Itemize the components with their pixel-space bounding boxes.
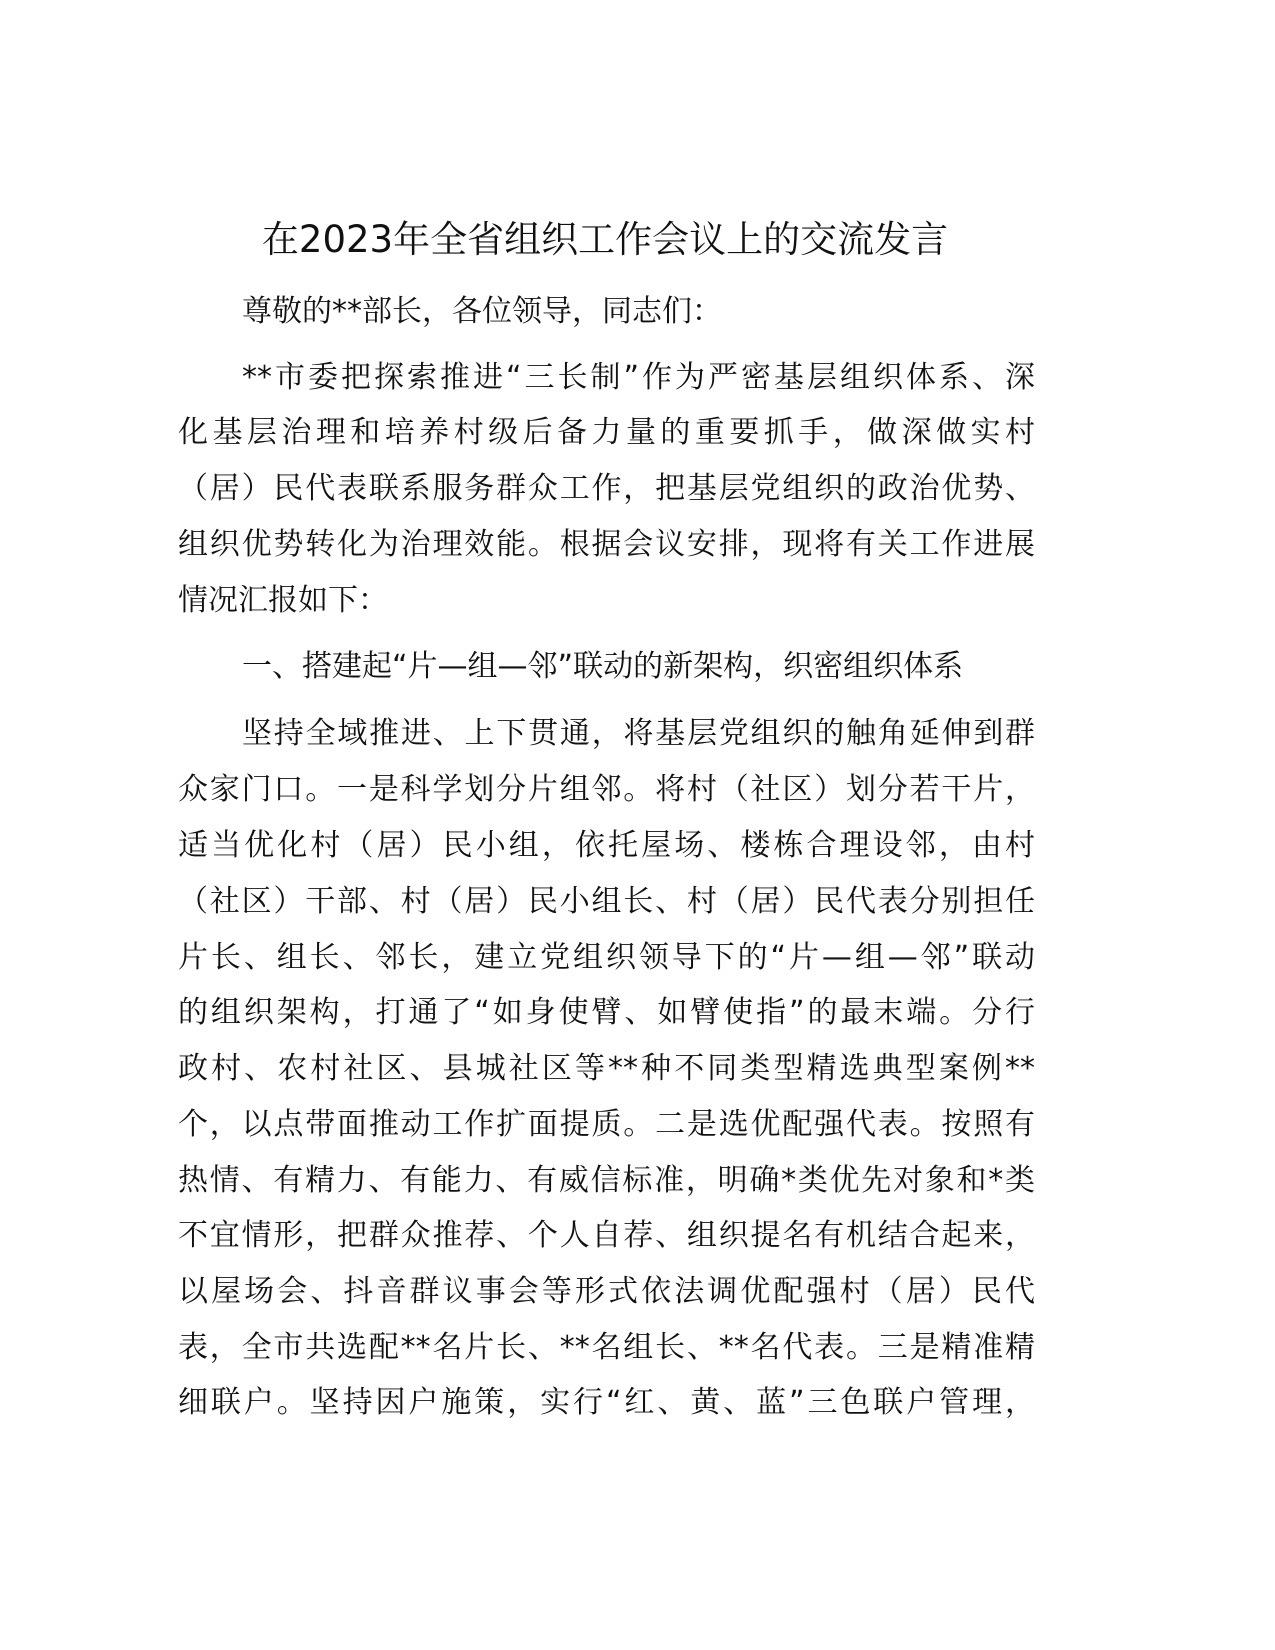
paragraph-line: 情况汇报如下： (178, 583, 388, 618)
paragraph-line: 不宜情形，把群众推荐、个人自荐、组织提名有机结合起来， (178, 1218, 1035, 1253)
paragraph-line: 政村、农村社区、县城社区等**种不同类型精选典型案例** (178, 1051, 1035, 1086)
paragraph-line: 细联户。坚持因户施策，实行“红、黄、蓝”三色联户管理， (178, 1385, 1035, 1420)
document-title: 在2023年全省组织工作会议上的交流发言 (261, 218, 949, 261)
paragraph-line: （居）民代表联系服务群众工作，把基层党组织的政治优势、 (178, 471, 1035, 506)
paragraph-line: 化基层治理和培养村级后备力量的重要抓手，做深做实村 (178, 415, 1035, 450)
paragraph-line: （社区）干部、村（居）民小组长、村（居）民代表分别担任 (178, 884, 1035, 919)
paragraph-line: 以屋场会、抖音群议事会等形式依法调优配强村（居）民代 (178, 1274, 1035, 1309)
paragraph-line: 适当优化村（居）民小组，依托屋场、楼栋合理设邻，由村 (178, 828, 1035, 863)
paragraph-line: 众家门口。一是科学划分片组邻。将村（社区）划分若干片， (178, 772, 1035, 807)
paragraph-line: 热情、有精力、有能力、有威信标准，明确*类优先对象和*类 (178, 1163, 1035, 1198)
paragraph-line: 坚持全域推进、上下贯通，将基层党组织的触角延伸到群 (242, 716, 1035, 751)
paragraph-line: 片长、组长、邻长，建立党组织领导下的“片—组—邻”联动 (178, 940, 1035, 975)
paragraph-line: **市委把探索推进“三长制”作为严密基层组织体系、深 (242, 360, 1035, 395)
paragraph-line: 的组织架构，打通了“如身使臂、如臂使指”的最末端。分行 (178, 995, 1035, 1030)
paragraph-line: 个，以点带面推动工作扩面提质。二是选优配强代表。按照有 (178, 1107, 1035, 1142)
section-heading: 一、搭建起“片—组—邻”联动的新架构，织密组织体系 (242, 649, 964, 684)
paragraph-line: 表，全市共选配**名片长、**名组长、**名代表。三是精准精 (178, 1330, 1035, 1365)
salutation: 尊敬的**部长，各位领导，同志们： (242, 294, 722, 329)
paragraph-line: 组织优势转化为治理效能。根据会议安排，现将有关工作进展 (178, 527, 1035, 562)
